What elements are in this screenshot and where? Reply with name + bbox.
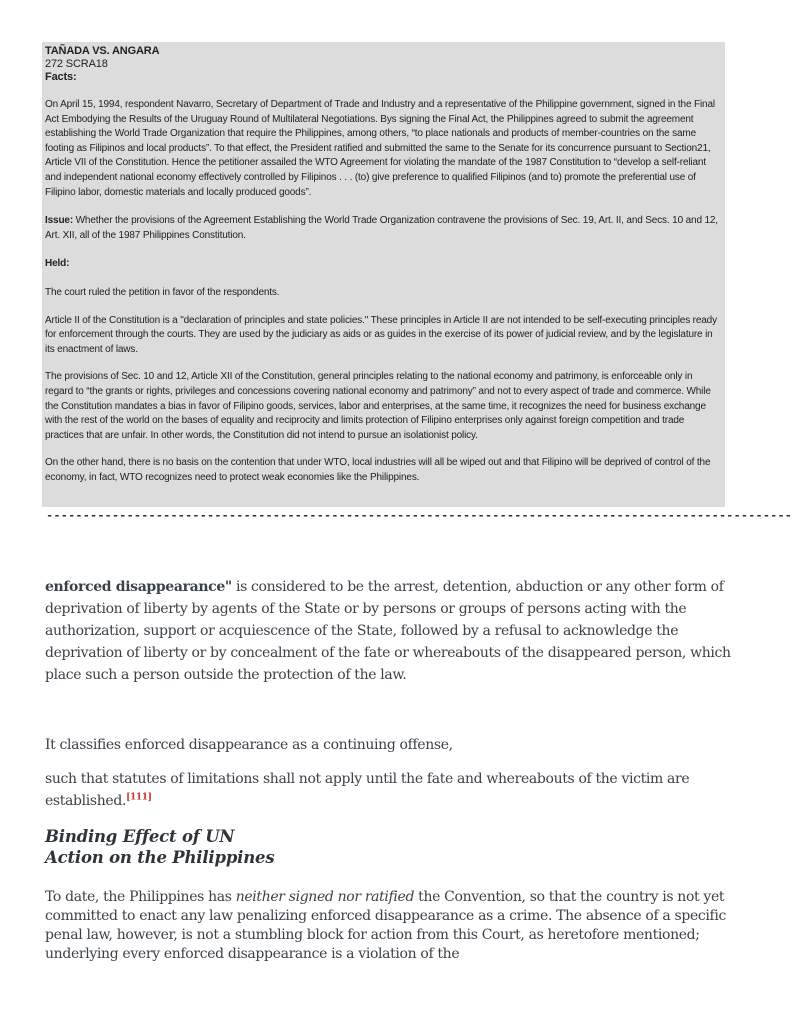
held-paragraph-2: Article II of the Constitution is a "declaration of principles and state policies." These principles in Article II are not intended to be self-executing principles ready for enforcement through the courts. They are used by the judiciary as aids or as guides in the exercise of its power of judicial review, and by the legislature in its enactment of laws. bbox=[45, 314, 717, 355]
held-label: Held: bbox=[45, 258, 70, 270]
case-digest-box bbox=[42, 42, 725, 507]
issue-paragraph bbox=[45, 214, 721, 243]
limitations-paragraph bbox=[45, 768, 735, 812]
dashed-divider: ------------------------------------------------------------------------------------------------------ bbox=[46, 509, 792, 523]
case-title: TAÑADA VS. ANGARA bbox=[45, 45, 160, 57]
footnote-link[interactable]: [111] bbox=[126, 792, 152, 803]
defined-term: enforced disappearance" bbox=[45, 579, 232, 595]
issue-label: Issue: bbox=[45, 215, 74, 227]
facts-label: Facts: bbox=[45, 71, 77, 83]
emphasis-text: neither signed nor ratified bbox=[235, 889, 415, 905]
limitations-text: such that statutes of limitations shall not apply until the fate and whereabouts of the victim are established. bbox=[45, 771, 690, 809]
definition-text: is considered to be the arrest, detention, abduction or any other form of deprivation of liberty by agents of the State or by persons or groups of persons acting with the authorization, support or acquiescence of the State, followed by a refusal to acknowledge the deprivation of liberty or by concealment of the fate or whereabouts of the disappeared person, which place such a person outside the protection of the law. bbox=[45, 579, 731, 683]
section-heading bbox=[45, 826, 735, 868]
section-heading-line-2: Action on the Philippines bbox=[45, 848, 275, 867]
definition-paragraph bbox=[45, 576, 735, 686]
held-paragraph-4: On the other hand, there is no basis on the contention that under WTO, local industries will all be wiped out and that Filipino will be deprived of control of the economy, in fact, WTO recognizes need to protect weak economies like the Philippines. bbox=[45, 457, 711, 483]
issue-text: Whether the provisions of the Agreement Establishing the World Trade Organization contravene the provisions of Sec. 19, Art. II, and Secs. 10 and 12, Art. XII, all of the 1987 Philippines Constitution. bbox=[45, 215, 718, 241]
section-heading-line-1: Binding Effect of UN bbox=[45, 827, 235, 846]
closing-paragraph: To date, the Philippines has neither signed nor ratified the Convention, so that the country is not yet committed to enact any law penalizing enforced disappearance as a crime. The absence of a specific penal law, however, is not a stumbling block for action from this Court, as heretofore mentioned; underlying every enforced disappearance is a violation of the bbox=[45, 889, 726, 962]
held-paragraph-3: The provisions of Sec. 10 and 12, Article XII of the Constitution, general principles relating to the national economy and patrimony, is enforceable only in regard to “the grants or rights, privileges and concessions covering national economy and patrimony” and not to every aspect of trade and commerce. While the Constitution mandates a bias in favor of Filipino goods, services, labor and enterprises, at the same time, it recognizes the need for business exchange with the rest of the world on the bases of equality and reciprocity and limits protection of Filipino enterprises only against foreign competition and trade practices that are unfair. In other words, the Constitution did not intend to pursue an isolationist policy. bbox=[45, 371, 711, 441]
facts-paragraph: On April 15, 1994, respondent Navarro, Secretary of Department of Trade and Industry and a representative of the Philippine government, signed in the Final Act Embodying the Results of the Uruguay Round of Multilateral Negotiations. Bys signing the Final Act, the Philippines agreed to submit the agreement establishing the World Trade Organization that require the Philippines, among others, “to place nationals and products of member-countries on the same footing as Filipinos and local products”. To that effect, the President ratified and submitted the same to the Senate for its concurrence pursuant to Section21, Article VII of the Constitution. Hence the petitioner assailed the WTO Agreement for violating the mandate of the 1987 Constitution to “develop a self-reliant and independent national economy effectively controlled by Filipinos . . . (to) give preference to qualified Filipinos (and to) promote the preferential use of Filipino labor, domestic materials and locally produced goods”. bbox=[45, 99, 715, 198]
continuing-offense-line: It classifies enforced disappearance as a continuing offense, bbox=[45, 737, 453, 753]
held-paragraph-1: The court ruled the petition in favor of the respondents. bbox=[45, 286, 280, 298]
case-citation: 272 SCRA18 bbox=[45, 58, 108, 70]
